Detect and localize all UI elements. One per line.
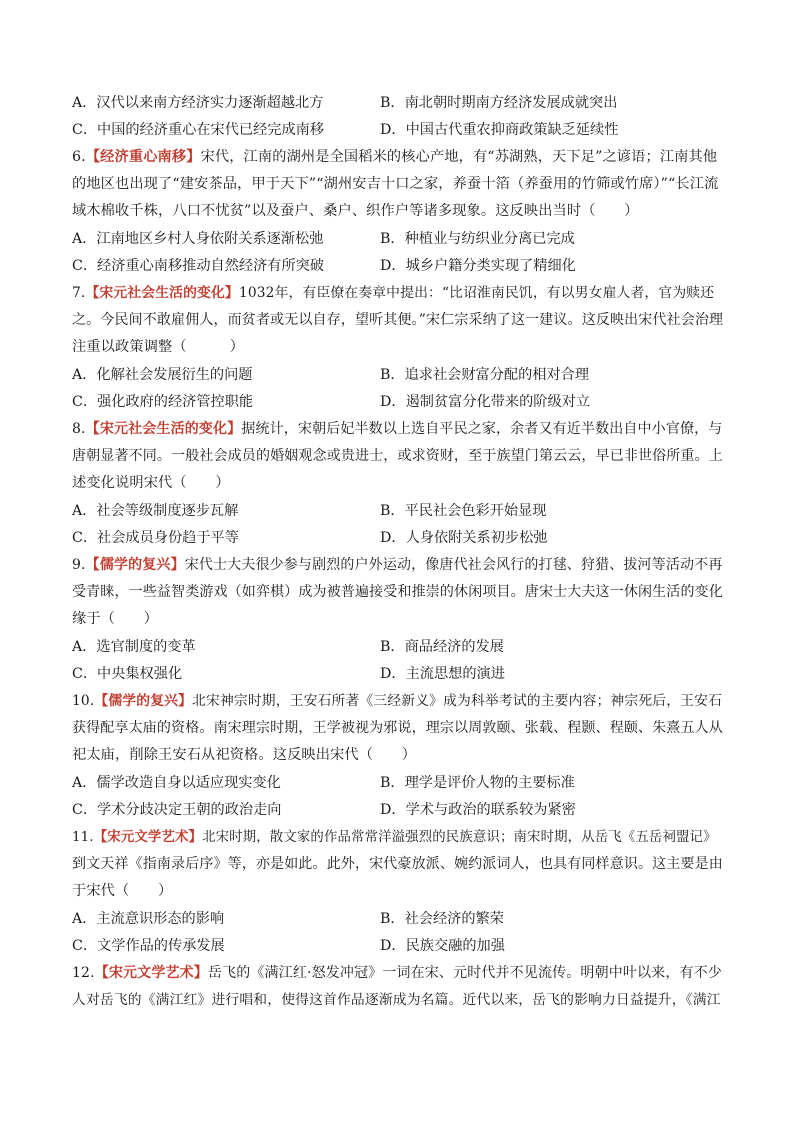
q6-option-b: B．种植业与纺织业分离已完成 bbox=[380, 231, 575, 247]
q5-option-d: D．中国古代重农抑商政策缺乏延续性 bbox=[380, 122, 619, 138]
q6-stem-3: 域木棉收千株，八口不忧贫”以及蚕户、桑户、织作户等诸多现象。这反映出当时（ ） bbox=[72, 203, 639, 219]
q10-option-a: A．儒学改造自身以适应现实变化 bbox=[72, 775, 281, 791]
q6-stem-2: 的地区也出现了“建安茶品，甲于天下”“湖州安吉十口之家，养蚕十箔（养蚕用的竹筛或竹席）”“长江流 bbox=[72, 176, 719, 192]
q6-option-c: C．经济重心南移推动自然经济有所突破 bbox=[72, 258, 325, 274]
q7-line-1 bbox=[72, 280, 722, 307]
q9-line-1 bbox=[72, 552, 722, 579]
q10-topic-tag: 【儒学的复兴】 bbox=[94, 693, 193, 709]
q7-option-b: B．追求社会财富分配的相对合理 bbox=[380, 367, 590, 383]
q9-stem-3: 缘于（ ） bbox=[72, 611, 159, 627]
q11-stem-3: 于宋代（ ） bbox=[72, 883, 173, 899]
q10-stem-1: 北宋神宗时期，王安石所著《三经新义》成为科举考试的主要内容；神宗死后，王安石 bbox=[192, 693, 723, 709]
q8-topic-tag: 【宋元社会生活的变化】 bbox=[85, 421, 242, 437]
q10-option-c: C．学术分歧决定王朝的政治走向 bbox=[72, 802, 282, 818]
q5-option-c: C．中国的经济重心在宋代已经完成南移 bbox=[72, 122, 325, 138]
q8-stem-1: 据统计，宋朝后妃半数以上选自平民之家，余者又有近半数出自中小官僚，与 bbox=[241, 421, 723, 437]
q6-line-1 bbox=[72, 144, 722, 171]
q5-option-b: B．南北朝时期南方经济发展成就突出 bbox=[380, 95, 618, 111]
q6-option-a: A．江南地区乡村人身依附关系逐渐松弛 bbox=[72, 231, 324, 247]
q9-option-c: C．中央集权强化 bbox=[72, 666, 183, 682]
q9-option-a: A．选官制度的变革 bbox=[72, 639, 196, 655]
q11-option-d: D．民族交融的加强 bbox=[380, 938, 505, 954]
q11-option-b: B．社会经济的繁荣 bbox=[380, 911, 504, 927]
q8-option-a: A．社会等级制度逐步瓦解 bbox=[72, 503, 239, 519]
q9-stem-2: 受青睐，一些益智类游戏（如弈棋）成为被普遍接受和推崇的休闲项目。唐宋士大夫这一休闲生活的变化 bbox=[72, 584, 723, 600]
q6-option-d: D．城乡户籍分类实现了精细化 bbox=[380, 258, 576, 274]
q8-stem-3: 述变化说明宋代（ ） bbox=[72, 475, 230, 491]
q7-stem-2: 之。今民间不敢雇佣人，而贫者或无以自存，望听其便。”宋仁宗采纳了这一建议。这反映出宋代社会治理 bbox=[72, 312, 724, 328]
q10-stem-3: 祀太庙，削除王安石从祀资格。这反映出宋代（ ） bbox=[72, 747, 417, 763]
q11-topic-tag: 【宋元文学艺术】 bbox=[93, 829, 203, 845]
q12-number: 12. bbox=[72, 965, 95, 981]
q12-stem-2: 人对岳飞的《满江红》进行唱和，使得这首作品逐渐成为名篇。近代以来，岳飞的影响力日益提升，《满江 bbox=[72, 992, 721, 1008]
q11-line-1 bbox=[72, 824, 722, 851]
q12-line-1 bbox=[72, 960, 722, 987]
q7-option-c: C．强化政府的经济管控职能 bbox=[72, 394, 254, 410]
q10-number: 10. bbox=[72, 693, 95, 709]
q8-option-d: D．人身依附关系初步松弛 bbox=[380, 530, 548, 546]
q11-number: 11. bbox=[72, 830, 94, 845]
q12-topic-tag: 【宋元文学艺术】 bbox=[94, 965, 208, 981]
q9-stem-1: 宋代士大夫很少参与剧烈的户外运动，像唐代社会风行的打毬、狩猎、拔河等活动不再 bbox=[184, 557, 723, 573]
q9-topic-tag: 【儒学的复兴】 bbox=[85, 557, 185, 573]
q9-option-b: B．商品经济的发展 bbox=[380, 639, 504, 655]
q8-option-c: C．社会成员身份趋于平等 bbox=[72, 530, 239, 546]
q6-number: 6. bbox=[72, 149, 86, 165]
q7-topic-tag: 【宋元社会生活的变化】 bbox=[85, 285, 239, 301]
q7-stem-1: 1032年，有臣僚在奏章中提出：“比诏淮南民饥，有以男女雇人者，官为赎还 bbox=[238, 285, 715, 301]
q7-number: 7. bbox=[72, 285, 86, 301]
q10-option-b: B．理学是评价人物的主要标准 bbox=[380, 775, 575, 791]
q9-number: 9. bbox=[72, 557, 86, 573]
q8-number: 8. bbox=[72, 421, 86, 437]
q11-option-c: C．文学作品的传承发展 bbox=[72, 938, 225, 954]
q12-stem-1: 岳飞的《满江红·怒发冲冠》一词在宋、元时代并不见流传。明朝中叶以来，有不少 bbox=[207, 965, 722, 981]
q11-stem-2: 到文天祥《指南录后序》等，亦是如此。此外，宋代豪放派、婉约派词人，也具有同样意识。这主要是由 bbox=[72, 856, 723, 872]
q7-option-d: D．遏制贫富分化带来的阶级对立 bbox=[380, 394, 591, 410]
q8-stem-2: 唐朝显著不同。一般社会成员的婚姻观念或贵进士，或求资财，至于族望门第云云，早已非世俗所重。上 bbox=[72, 448, 723, 464]
q11-option-a: A．主流意识形态的影响 bbox=[72, 911, 225, 927]
q10-stem-2: 获得配享太庙的资格。南宋理宗时期，王学被视为邪说，理宗以周敦颐、张载、程颢、程颐、朱熹五人从 bbox=[72, 720, 723, 736]
q10-line-1 bbox=[72, 688, 722, 715]
q5-option-a: A．汉代以来南方经济实力逐渐超越北方 bbox=[72, 95, 324, 111]
q10-option-d: D．学术与政治的联系较为紧密 bbox=[380, 802, 576, 818]
q6-topic-tag: 【经济重心南移】 bbox=[85, 149, 201, 165]
q11-stem-1: 北宋时期，散文家的作品常常洋溢强烈的民族意识；南宋时期，从岳飞《五岳祠盟记》 bbox=[202, 830, 717, 845]
q7-stem-3: 注重以政策调整（ ） bbox=[72, 339, 245, 355]
q7-option-a: A．化解社会发展衍生的问题 bbox=[72, 367, 253, 383]
q6-stem-1: 宋代，江南的湖州是全国稻米的核心产地，有“苏湖熟，天下足”之谚语；江南其他 bbox=[200, 149, 718, 165]
q8-line-1 bbox=[72, 416, 722, 443]
q9-option-d: D．主流思想的演进 bbox=[380, 666, 505, 682]
q8-option-b: B．平民社会色彩开始显现 bbox=[380, 503, 547, 519]
